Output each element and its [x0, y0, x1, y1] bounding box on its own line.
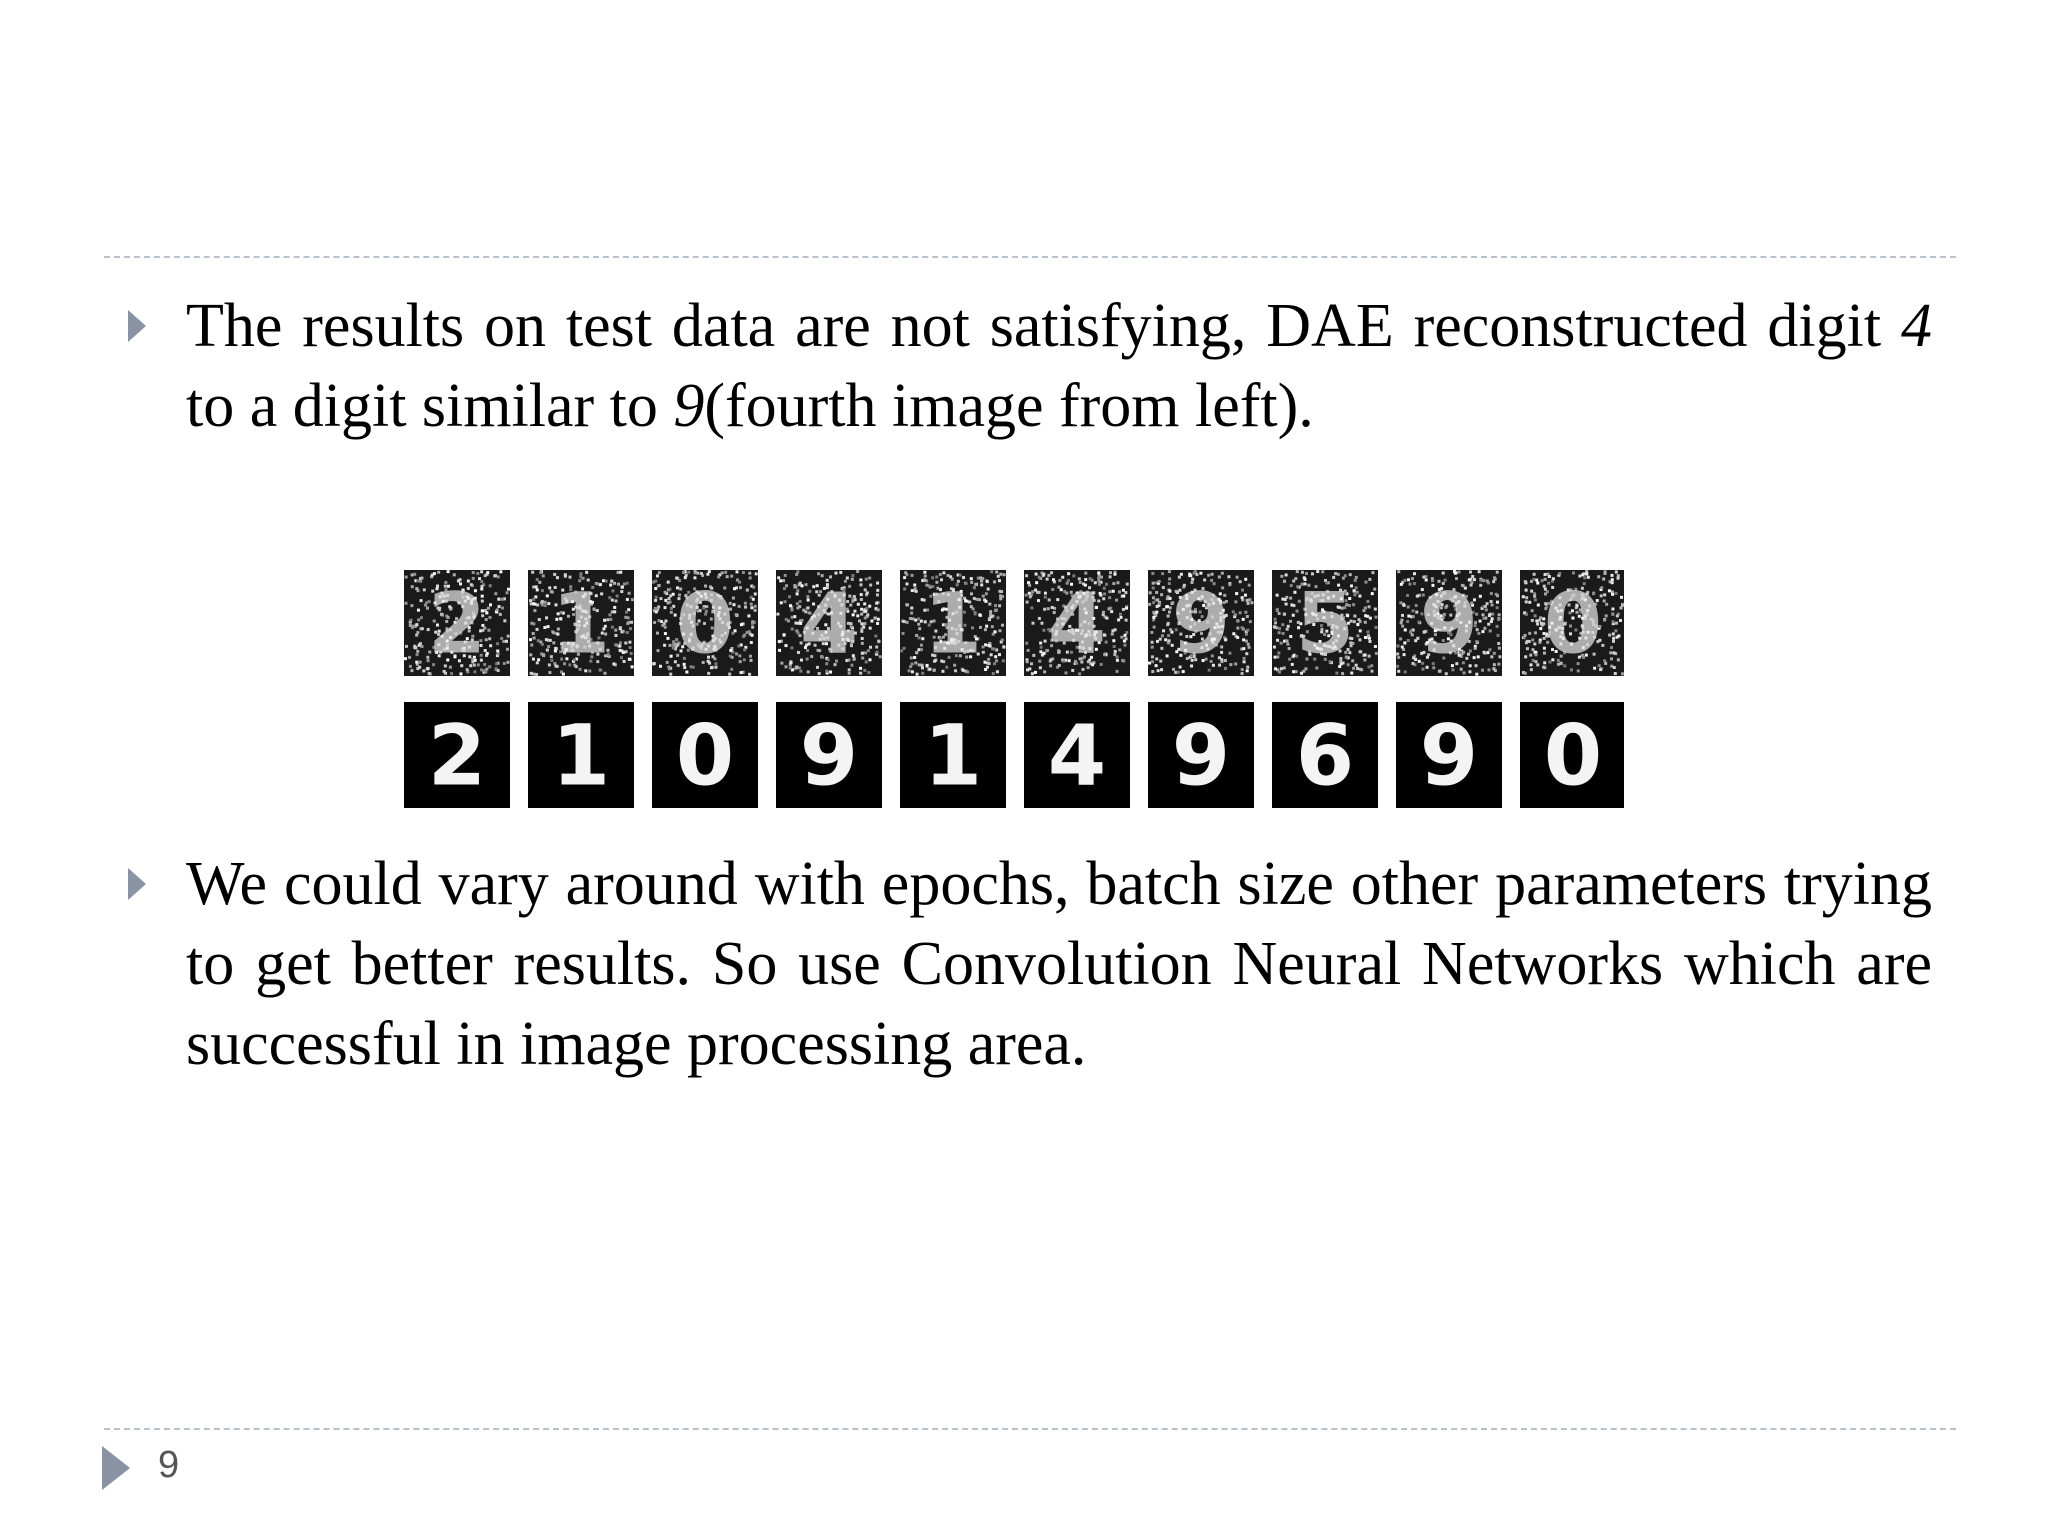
reconstructed-digit: 1	[551, 706, 611, 805]
reconstructed-tile	[652, 702, 758, 808]
bullet-arrow-icon	[128, 868, 146, 900]
digit-grid	[404, 570, 1624, 814]
digit-reconstruction-figure	[404, 570, 1624, 814]
noisy-tile	[404, 570, 510, 676]
noisy-tile	[528, 570, 634, 676]
noisy-digit: 4	[1047, 574, 1107, 673]
noisy-tile	[1520, 570, 1624, 676]
noisy-digit: 1	[551, 574, 611, 673]
reconstructed-tile	[900, 702, 1006, 808]
page-number: 9	[158, 1444, 180, 1486]
bullet-improvements	[186, 844, 1932, 1084]
bullet-results-text	[186, 286, 1932, 446]
bullet-results	[186, 286, 1932, 446]
reconstructed-digit: 6	[1295, 706, 1355, 805]
text-run: We could vary around with epochs, batch size other parameters trying to get better results. So use Convolution Neural Networks which are successful in image processing area.	[186, 850, 1932, 1078]
bullet-arrow-icon	[128, 310, 146, 342]
reconstructed-tile	[1024, 702, 1130, 808]
text-run: (fourth image from left).	[704, 372, 1314, 440]
reconstructed-digit: 0	[675, 706, 735, 805]
footer-arrow-icon	[102, 1446, 130, 1490]
noisy-tile	[776, 570, 882, 676]
noisy-tile	[1396, 570, 1502, 676]
reconstructed-tile	[404, 702, 510, 808]
italic-digit: 9	[673, 372, 705, 440]
noisy-digit: 5	[1295, 574, 1355, 673]
reconstructed-tile	[528, 702, 634, 808]
italic-digit: 4	[1901, 292, 1932, 360]
noisy-tile	[900, 570, 1006, 676]
noisy-tile	[1024, 570, 1130, 676]
reconstructed-tile	[1520, 702, 1624, 808]
reconstructed-digit: 9	[799, 706, 859, 805]
reconstructed-tile	[1396, 702, 1502, 808]
noisy-digit: 9	[1419, 574, 1479, 673]
reconstructed-digit: 2	[427, 706, 487, 805]
reconstructed-digit: 0	[1543, 706, 1603, 805]
noisy-digit: 0	[675, 574, 735, 673]
reconstructed-tile	[1148, 702, 1254, 808]
noisy-digit: 0	[1543, 574, 1603, 673]
noisy-tile	[652, 570, 758, 676]
bottom-divider	[104, 1428, 1956, 1430]
bullet-improvements-text	[186, 844, 1932, 1084]
text-run: to a digit similar to	[186, 372, 674, 440]
reconstructed-digit: 1	[923, 706, 983, 805]
noisy-tile	[1272, 570, 1378, 676]
text-run: The results on test data are not satisfying, DAE reconstructed digit	[186, 292, 1901, 360]
reconstructed-tile	[776, 702, 882, 808]
noisy-digit: 1	[923, 574, 983, 673]
top-divider	[104, 256, 1956, 258]
noisy-tile	[1148, 570, 1254, 676]
noisy-digit: 4	[799, 574, 859, 673]
noisy-digit: 9	[1171, 574, 1231, 673]
reconstructed-digit: 4	[1047, 706, 1107, 805]
reconstructed-digit: 9	[1419, 706, 1479, 805]
reconstructed-tile	[1272, 702, 1378, 808]
reconstructed-digit: 9	[1171, 706, 1231, 805]
noisy-digit: 2	[427, 574, 487, 673]
